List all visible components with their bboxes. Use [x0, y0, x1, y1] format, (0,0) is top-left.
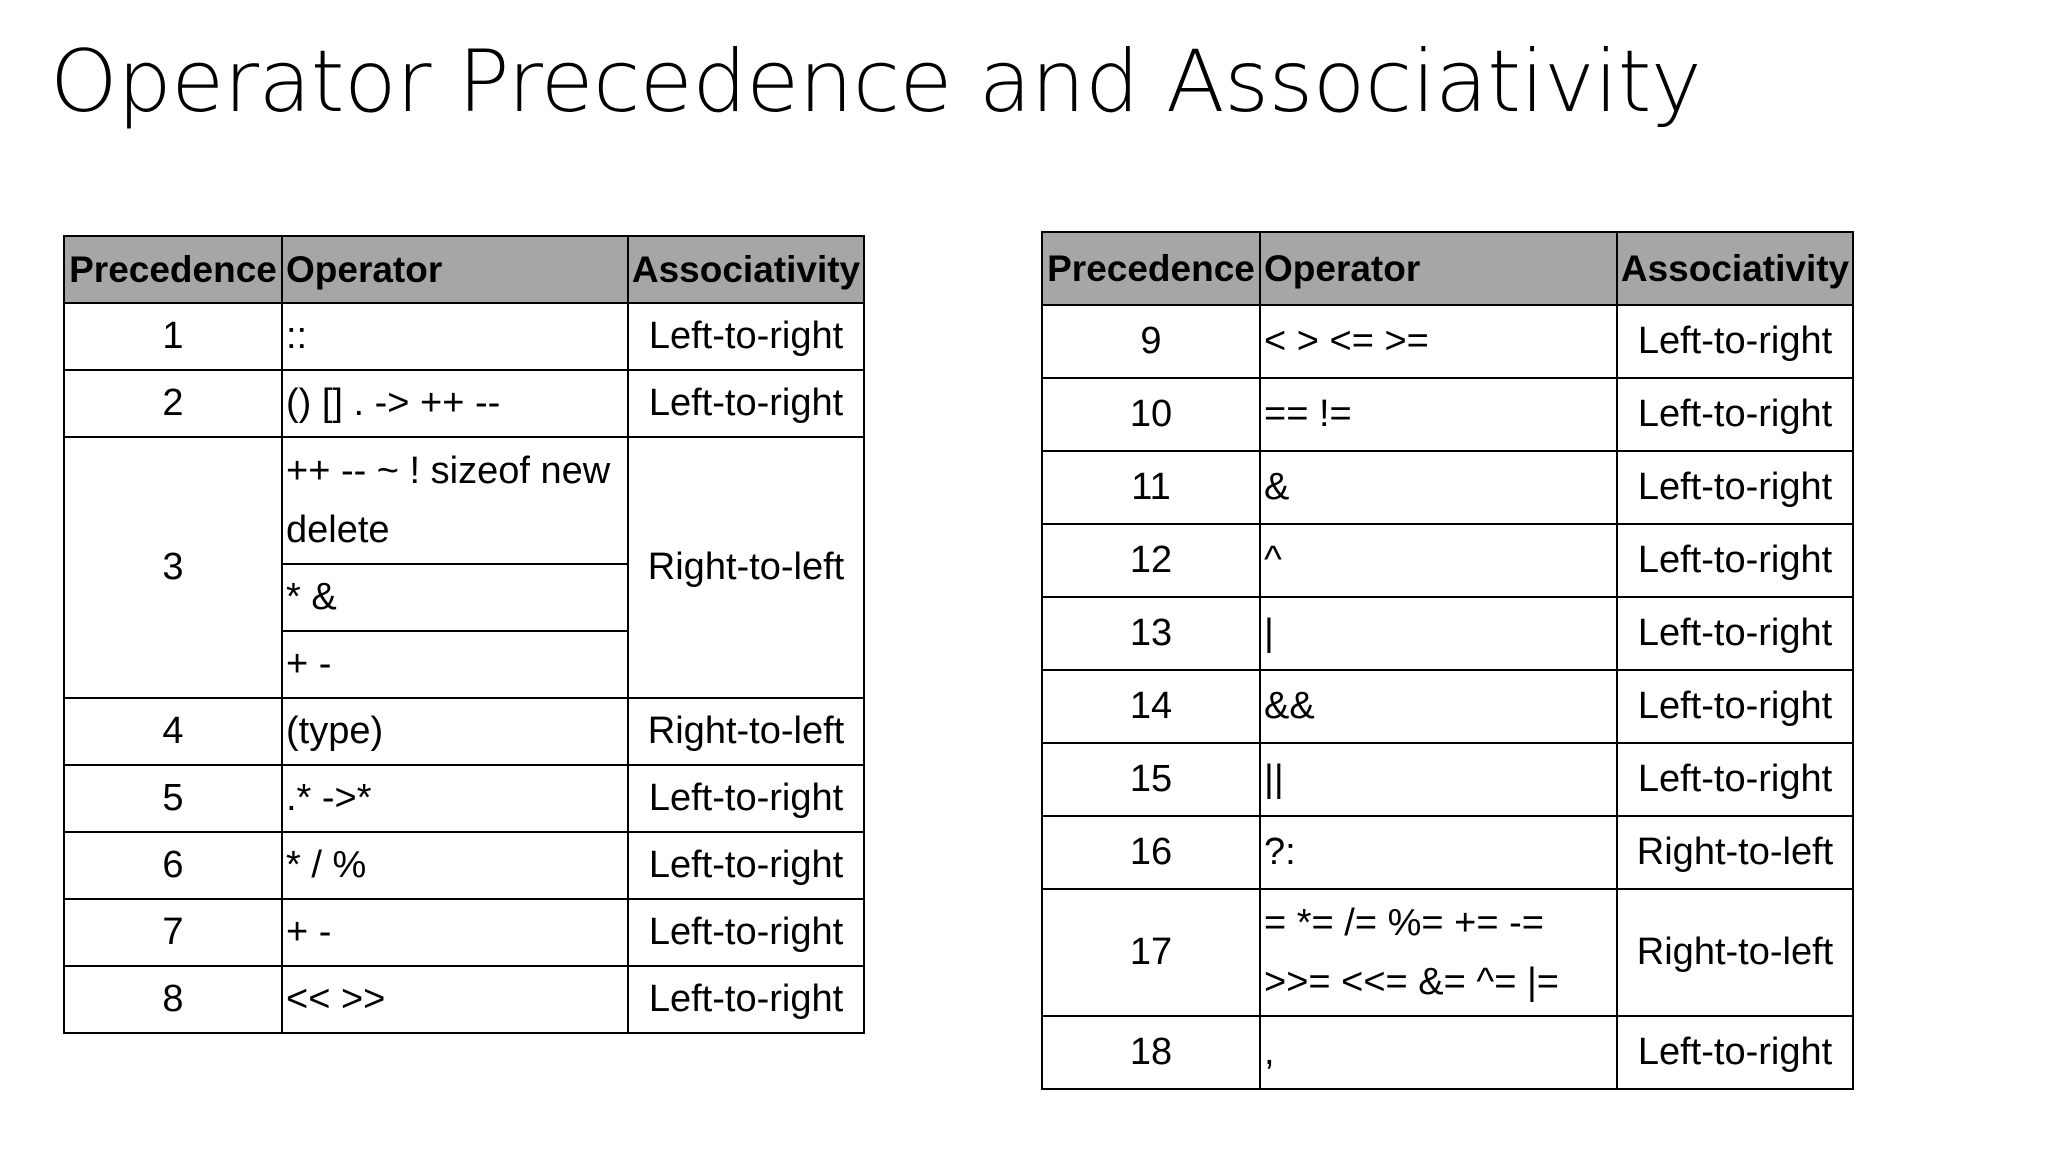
header-associativity: Associativity	[628, 236, 864, 303]
table-row	[1042, 451, 1853, 524]
table-row	[1042, 743, 1853, 816]
associativity-cell: Right-to-left	[1617, 816, 1853, 889]
table-row	[1042, 305, 1853, 378]
precedence-cell: 5	[64, 765, 282, 832]
associativity-cell: Right-to-left	[628, 698, 864, 765]
header-precedence: Precedence	[64, 236, 282, 303]
operator-cell: + -	[282, 631, 628, 698]
precedence-cell: 13	[1042, 597, 1260, 670]
operator-cell: .* ->*	[282, 765, 628, 832]
operator-cell: == !=	[1260, 378, 1617, 451]
associativity-cell: Left-to-right	[628, 832, 864, 899]
operator-cell: &	[1260, 451, 1617, 524]
precedence-table-left	[63, 235, 865, 1034]
operator-cell: << >>	[282, 966, 628, 1033]
associativity-cell: Left-to-right	[1617, 743, 1853, 816]
precedence-cell: 18	[1042, 1016, 1260, 1089]
operator-cell: ++ -- ~ ! sizeof new delete	[282, 437, 628, 564]
associativity-cell: Left-to-right	[628, 303, 864, 370]
precedence-cell: 7	[64, 899, 282, 966]
slide-title: Operator Precedence and Associativity	[50, 32, 1702, 132]
associativity-cell: Right-to-left	[1617, 889, 1853, 1016]
table-row	[64, 832, 864, 899]
associativity-cell: Left-to-right	[628, 765, 864, 832]
table-header-row	[64, 236, 864, 303]
precedence-cell: 14	[1042, 670, 1260, 743]
table-row	[64, 303, 864, 370]
table-row	[64, 370, 864, 437]
table-row	[64, 765, 864, 832]
precedence-cell: 16	[1042, 816, 1260, 889]
precedence-cell: 17	[1042, 889, 1260, 1016]
associativity-cell: Left-to-right	[1617, 305, 1853, 378]
table-row	[1042, 889, 1853, 1016]
operator-cell: (type)	[282, 698, 628, 765]
operator-cell: ||	[1260, 743, 1617, 816]
header-precedence: Precedence	[1042, 232, 1260, 305]
precedence-cell: 12	[1042, 524, 1260, 597]
table-row	[1042, 670, 1853, 743]
operator-cell: * / %	[282, 832, 628, 899]
operator-cell: &&	[1260, 670, 1617, 743]
table-row	[1042, 1016, 1853, 1089]
associativity-cell: Left-to-right	[1617, 451, 1853, 524]
operator-cell: |	[1260, 597, 1617, 670]
operator-cell: ,	[1260, 1016, 1617, 1089]
precedence-cell: 8	[64, 966, 282, 1033]
operator-cell: ::	[282, 303, 628, 370]
precedence-cell: 9	[1042, 305, 1260, 378]
table-row	[64, 437, 864, 564]
operator-cell: + -	[282, 899, 628, 966]
associativity-cell: Left-to-right	[1617, 524, 1853, 597]
associativity-cell: Left-to-right	[628, 370, 864, 437]
table-row	[1042, 816, 1853, 889]
table-row	[1042, 597, 1853, 670]
precedence-cell: 10	[1042, 378, 1260, 451]
table-row	[1042, 378, 1853, 451]
table-row	[64, 698, 864, 765]
operator-cell: ^	[1260, 524, 1617, 597]
header-operator: Operator	[1260, 232, 1617, 305]
header-operator: Operator	[282, 236, 628, 303]
precedence-cell: 2	[64, 370, 282, 437]
precedence-cell: 6	[64, 832, 282, 899]
precedence-cell: 3	[64, 437, 282, 698]
associativity-cell: Left-to-right	[628, 899, 864, 966]
operator-cell: * &	[282, 564, 628, 631]
precedence-cell: 1	[64, 303, 282, 370]
precedence-cell: 4	[64, 698, 282, 765]
associativity-cell: Left-to-right	[628, 966, 864, 1033]
table-header-row	[1042, 232, 1853, 305]
associativity-cell: Left-to-right	[1617, 1016, 1853, 1089]
table-row	[64, 966, 864, 1033]
operator-cell: < > <= >=	[1260, 305, 1617, 378]
table-row	[64, 899, 864, 966]
operator-cell: = *= /= %= += -= >>= <<= &= ^= |=	[1260, 889, 1617, 1016]
precedence-cell: 11	[1042, 451, 1260, 524]
header-associativity: Associativity	[1617, 232, 1853, 305]
associativity-cell: Left-to-right	[1617, 597, 1853, 670]
associativity-cell: Right-to-left	[628, 437, 864, 698]
precedence-table-right	[1041, 231, 1854, 1090]
precedence-cell: 15	[1042, 743, 1260, 816]
operator-cell: () [] . -> ++ --	[282, 370, 628, 437]
associativity-cell: Left-to-right	[1617, 670, 1853, 743]
operator-cell: ?:	[1260, 816, 1617, 889]
associativity-cell: Left-to-right	[1617, 378, 1853, 451]
table-row	[1042, 524, 1853, 597]
